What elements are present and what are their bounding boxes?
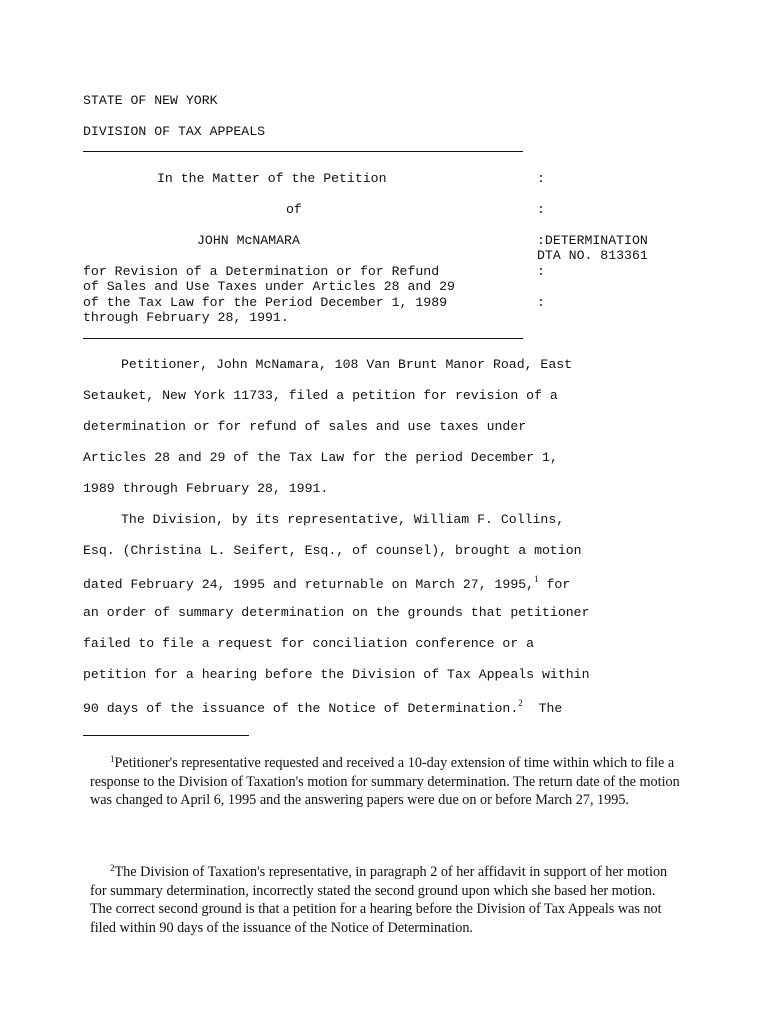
body-line: Esq. (Christina L. Seifert, Esq., of counsel), brought a motion — [83, 543, 582, 558]
footnote-ref: 2 — [518, 698, 523, 708]
caption-top-rule — [83, 151, 523, 152]
caption-description-line: of Sales and Use Taxes under Articles 28 and 29 — [83, 279, 455, 294]
body-line: an order of summary determination on the grounds that petitioner — [83, 605, 590, 620]
body-line-text: 90 days of the issuance of the Notice of Determination. — [83, 701, 519, 716]
footnote-separator — [83, 735, 249, 736]
footnote-number: 1 — [110, 754, 115, 764]
body-line: Articles 28 and 29 of the Tax Law for the period December 1, — [83, 450, 558, 465]
dta-number: DTA NO. 813361 — [537, 248, 648, 263]
determination-label: :DETERMINATION — [537, 233, 648, 248]
footnote-number: 2 — [110, 863, 115, 873]
state-heading: STATE OF NEW YORK — [83, 93, 218, 108]
footnote-text: Petitioner's representative requested and received a 10-day extension of time within which to file a response to the Division of Taxation's motion for summary determination. The return date of the motion was changed to April 6, 1995 and the answering papers were due on or before March 27, 1995. — [90, 755, 680, 808]
body-line: failed to file a request for conciliation conference or a — [83, 636, 535, 651]
caption-description-line: for Revision of a Determination or for Refund — [83, 264, 440, 279]
footnote-1 — [90, 750, 680, 810]
caption-matter: In the Matter of the Petition — [157, 171, 387, 186]
body-line — [83, 574, 570, 592]
caption-description-line: of the Tax Law for the Period December 1, 1989 — [83, 295, 448, 310]
caption-colon: : — [537, 171, 545, 186]
body-line-text: dated February 24, 1995 and returnable on March 27, 1995, — [83, 577, 535, 592]
caption-bottom-rule — [83, 338, 523, 339]
body-line-text: for — [546, 577, 571, 592]
division-heading: DIVISION OF TAX APPEALS — [83, 124, 266, 139]
caption-colon: : — [537, 295, 545, 310]
footnote-ref: 1 — [534, 574, 539, 584]
caption-description-line: through February 28, 1991. — [83, 310, 289, 325]
body-line-text: The — [538, 701, 563, 716]
body-line: Setauket, New York 11733, filed a petition for revision of a — [83, 388, 558, 403]
caption-colon: : — [537, 202, 545, 217]
body-line: determination or for refund of sales and use taxes under — [83, 419, 527, 434]
caption-colon: : — [537, 264, 545, 279]
body-line: The Division, by its representative, William F. Collins, — [121, 512, 565, 527]
footnote-text: The Division of Taxation's representative, in paragraph 2 of her affidavit in support of her motion for summary determination, incorrectly stated the second ground upon which she based her motion. The correct second ground is that a petition for a hearing before the Division of Tax Appeals was not filed within 90 days of the issuance of the Notice of Determination. — [90, 864, 668, 936]
body-line: 1989 through February 28, 1991. — [83, 481, 329, 496]
body-line — [83, 698, 562, 716]
petitioner-name: JOHN McNAMARA — [197, 233, 300, 248]
body-line: Petitioner, John McNamara, 108 Van Brunt Manor Road, East — [121, 357, 573, 372]
caption-of: of — [286, 202, 302, 217]
body-line: petition for a hearing before the Division of Tax Appeals within — [83, 667, 590, 682]
footnote-2 — [90, 859, 680, 937]
